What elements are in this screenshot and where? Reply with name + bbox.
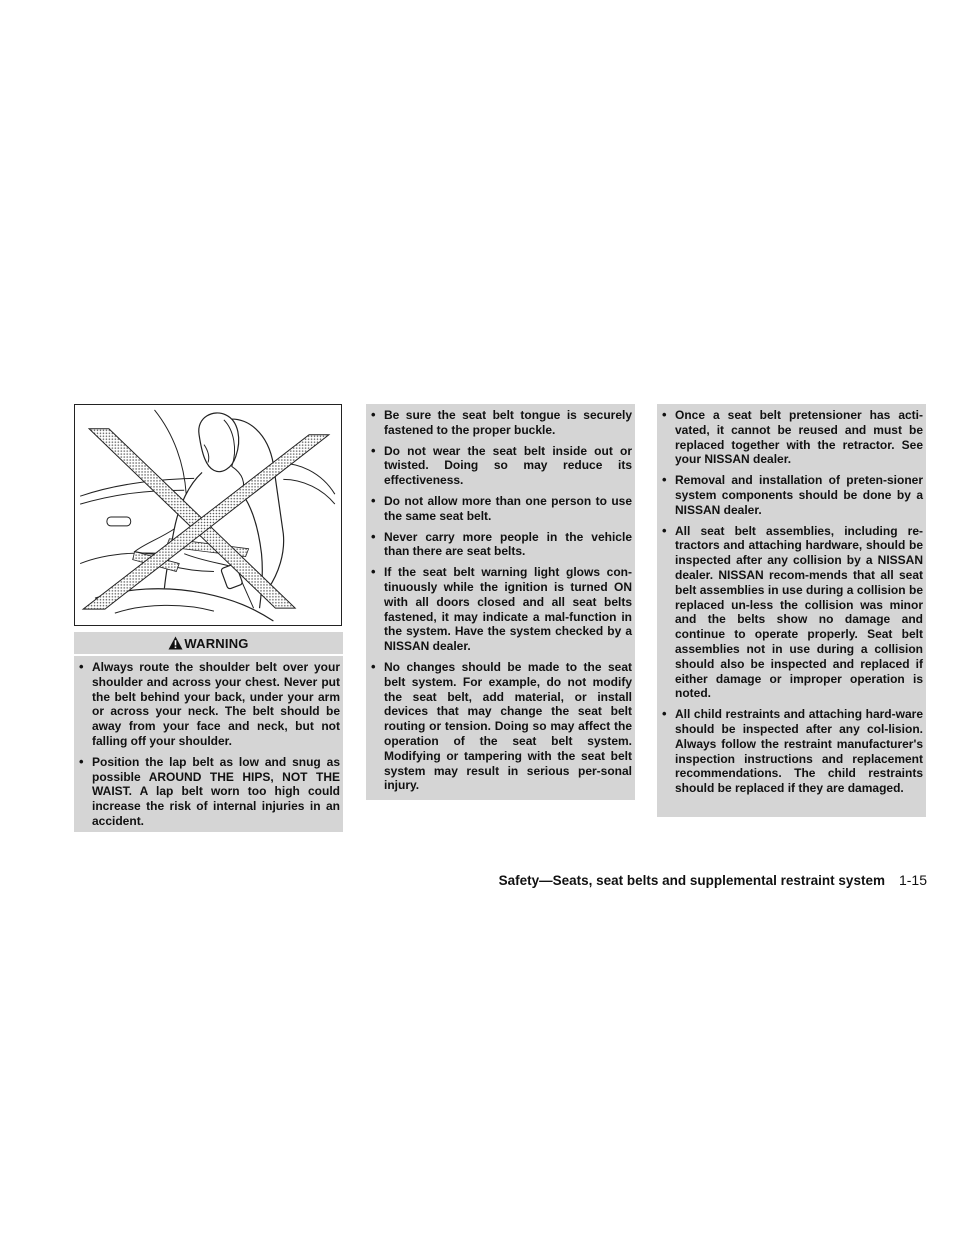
list-item: • No changes should be made to the seat belt system. For example, do not modify the seat belt, add material, or install devices that may change the seat belt routing or tension. Doing so may affect the operation of the seat belt system. Modifying or tampering with the seat belt system may result in serious per-sonal injury. [368,660,632,793]
list-item: • Once a seat belt pretensioner has acti-vated, it cannot be reused and must be replaced together with the retractor. See your NISSAN dealer. [659,408,923,467]
column-3-box [657,404,926,817]
page-footer [499,872,927,888]
seatbelt-illustration [74,404,342,626]
warning-triangle-icon [168,636,183,650]
seatbelt-misuse-illustration-icon [75,405,341,625]
list-item: • Do not allow more than one person to use the same seat belt. [368,494,632,524]
list-item: • Never carry more people in the vehicle than there are seat belts. [368,530,632,560]
page-number: 1-15 [898,872,927,888]
list-item: • Always route the shoulder belt over your shoulder and across your chest. Never put the belt behind your back, under your arm or across your neck. The belt should be away from your face and neck, but not falling off your shoulder. [76,660,340,749]
section-title: Safety—Seats, seat belts and supplemental restraint system [498,873,885,888]
column-3-list [657,404,926,796]
list-item: • Be sure the seat belt tongue is securely fastened to the proper buckle. [368,408,632,438]
list-item: • All seat belt assemblies, including re-tractors and attaching hardware, should be inspected after any collision by a NISSAN dealer. NISSAN recom-mends that all seat belt assemblies in use during a collision be replaced un-less the collision was minor and the belts show no damage and continue to operate properly. Seat belt assemblies not in use during a collision should also be inspected and replaced if either damage or improper operation is noted. [659,524,923,702]
list-item: • Position the lap belt as low and snug as possible AROUND THE HIPS, NOT THE WAIST. A lap belt worn too high could increase the risk of internal injuries in an accident. [76,755,340,829]
warning-title: WARNING [184,635,249,651]
list-item: • Do not wear the seat belt inside out or twisted. Doing so may reduce its effectiveness. [368,444,632,488]
warning-box [74,632,343,832]
list-item: • All child restraints and attaching hard-ware should be inspected after any col-lision. Always follow the restraint manufacturer's inspection instructions and replacement recommendations. The child restraints should be replaced if they are damaged. [659,707,923,796]
list-item: • Removal and installation of preten-sioner system components should be done by a NISSAN dealer. [659,473,923,517]
column-2-list [366,404,635,793]
warning-header [74,632,343,656]
list-item: • If the seat belt warning light glows con-tinuously while the ignition is turned ON with all doors closed and all seat belts fastened, it may indicate a mal-function in the system. Have the system checked by a NISSAN dealer. [368,565,632,654]
column-2-box [366,404,635,800]
warning-list [74,656,343,829]
